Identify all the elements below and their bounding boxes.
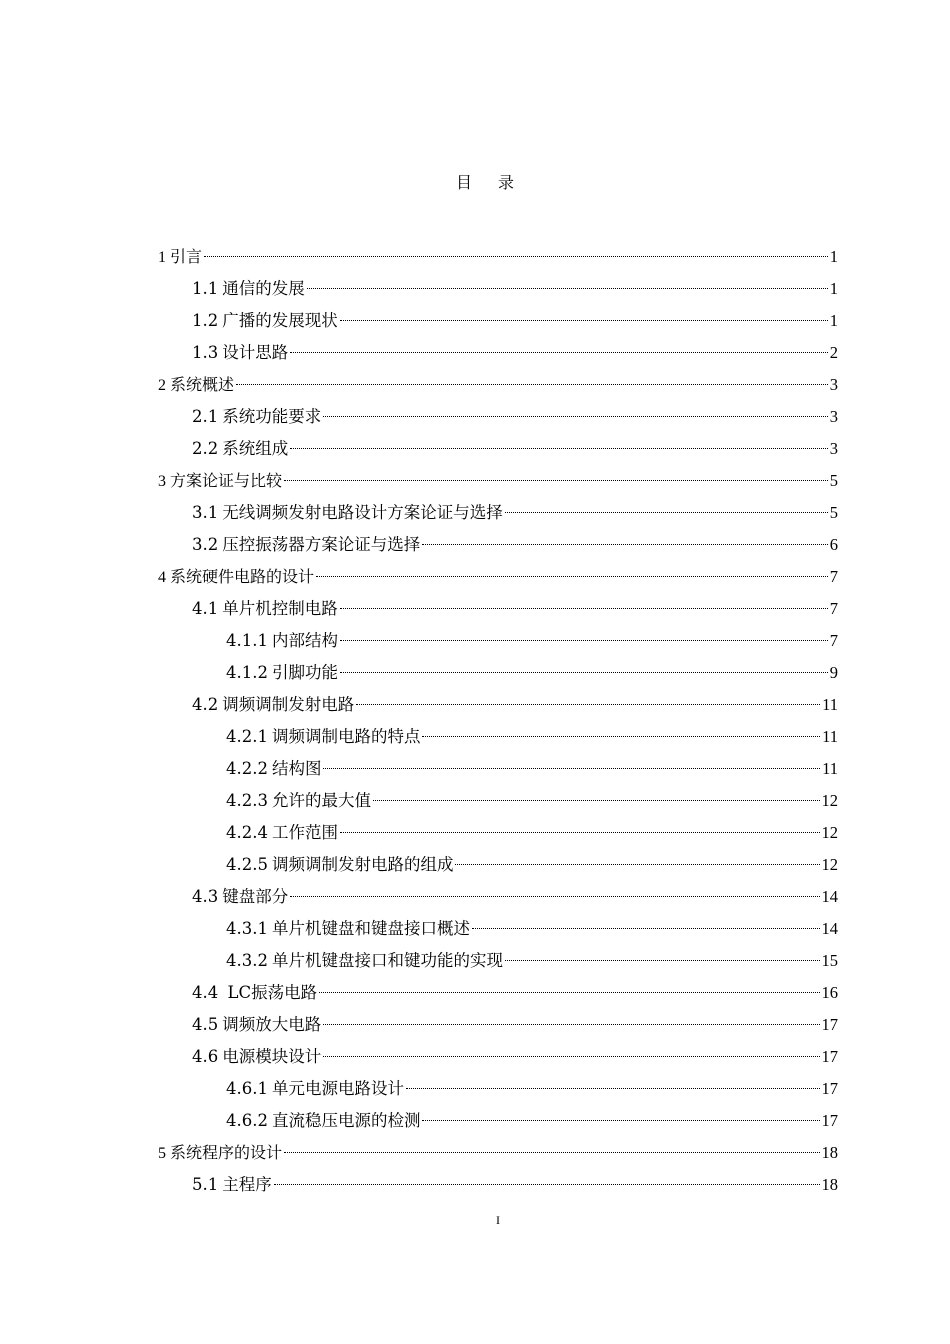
toc-entry-page: 14 bbox=[821, 919, 838, 938]
toc-entry-title: 工作范围 bbox=[271, 823, 338, 842]
toc-entry-title: 单片机键盘接口和键功能的实现 bbox=[271, 951, 503, 970]
toc-entry-label bbox=[226, 817, 338, 849]
toc-entry-title: 广播的发展现状 bbox=[222, 311, 338, 330]
toc-entry[interactable] bbox=[158, 305, 838, 337]
toc-entry-label bbox=[192, 689, 354, 721]
toc-entry-number: 3.1 bbox=[192, 503, 219, 522]
toc-entry-title: 调频调制发射电路的组成 bbox=[271, 855, 454, 874]
toc-entry-label bbox=[192, 305, 338, 337]
toc-dot-leader bbox=[340, 320, 828, 321]
toc-entry-page: 18 bbox=[821, 1175, 838, 1194]
toc-entry[interactable] bbox=[158, 1009, 838, 1041]
toc-entry-page: 5 bbox=[829, 471, 838, 490]
toc-entry-number: 4.2.2 bbox=[226, 759, 268, 778]
toc-dot-leader bbox=[422, 544, 828, 545]
toc-dot-leader bbox=[284, 1152, 819, 1153]
toc-entry[interactable] bbox=[158, 433, 838, 465]
toc-entry-title: 调频调制电路的特点 bbox=[271, 727, 421, 746]
toc-entry-title: 系统程序的设计 bbox=[170, 1143, 283, 1162]
toc-entry-number: 4.1 bbox=[192, 599, 219, 618]
toc-entry[interactable] bbox=[158, 753, 838, 785]
toc-entry-title: 系统概述 bbox=[170, 375, 235, 394]
toc-entry-number: 4.1.2 bbox=[226, 663, 268, 682]
toc-entry-title: 通信的发展 bbox=[222, 279, 305, 298]
toc-entry-label bbox=[192, 529, 420, 561]
toc-entry[interactable] bbox=[158, 817, 838, 849]
table-of-contents bbox=[158, 241, 838, 1201]
toc-entry-number: 3 bbox=[158, 473, 166, 490]
toc-entry-number: 1.3 bbox=[192, 343, 219, 362]
toc-entry-page: 1 bbox=[829, 311, 838, 330]
toc-entry-number: 4.6 bbox=[192, 1047, 219, 1066]
toc-dot-leader bbox=[323, 768, 820, 769]
toc-dot-leader bbox=[274, 1184, 820, 1185]
toc-dot-leader bbox=[323, 1024, 819, 1025]
toc-entry-page: 3 bbox=[829, 439, 838, 458]
toc-entry-label bbox=[192, 401, 321, 433]
toc-entry-label bbox=[226, 625, 338, 657]
toc-entry-label bbox=[226, 785, 371, 817]
toc-entry-label bbox=[192, 1169, 272, 1201]
toc-entry-number: 4.6.2 bbox=[226, 1111, 268, 1130]
toc-dot-leader bbox=[505, 960, 820, 961]
toc-entry-page: 7 bbox=[829, 567, 838, 586]
toc-entry[interactable] bbox=[158, 593, 838, 625]
toc-dot-leader bbox=[323, 416, 828, 417]
toc-entry[interactable] bbox=[158, 497, 838, 529]
toc-dot-leader bbox=[284, 480, 828, 481]
toc-dot-leader bbox=[455, 864, 819, 865]
toc-entry-number: 2.2 bbox=[192, 439, 219, 458]
toc-entry-page: 3 bbox=[829, 375, 838, 394]
toc-dot-leader bbox=[323, 1056, 819, 1057]
toc-entry-title: 电源模块设计 bbox=[222, 1047, 322, 1066]
toc-entry-title: 引言 bbox=[170, 247, 203, 266]
toc-entry-number: 2.1 bbox=[192, 407, 219, 426]
toc-entry-page: 17 bbox=[821, 1111, 838, 1130]
toc-dot-leader bbox=[290, 448, 828, 449]
toc-dot-leader bbox=[307, 288, 828, 289]
toc-entry-page: 6 bbox=[829, 535, 838, 554]
toc-entry-label bbox=[158, 1137, 282, 1170]
toc-entry[interactable] bbox=[158, 689, 838, 721]
toc-dot-leader bbox=[472, 928, 820, 929]
toc-entry-title: 调频放大电路 bbox=[222, 1015, 322, 1034]
toc-entry[interactable] bbox=[158, 881, 838, 913]
toc-entry-page: 12 bbox=[821, 823, 838, 842]
toc-dot-leader bbox=[316, 576, 828, 577]
toc-entry-number: 4.2 bbox=[192, 695, 219, 714]
toc-entry-number: 1.2 bbox=[192, 311, 219, 330]
toc-dot-leader bbox=[290, 352, 828, 353]
toc-entry-title: 直流稳压电源的检测 bbox=[271, 1111, 421, 1130]
toc-entry-label bbox=[158, 465, 282, 498]
toc-entry-page: 17 bbox=[821, 1015, 838, 1034]
toc-entry[interactable] bbox=[158, 785, 838, 817]
toc-entry-page: 14 bbox=[821, 887, 838, 906]
toc-entry[interactable] bbox=[158, 1073, 838, 1105]
toc-entry-label bbox=[192, 593, 338, 625]
toc-dot-leader bbox=[290, 896, 819, 897]
toc-entry-label bbox=[226, 849, 453, 881]
toc-entry-number: 3.2 bbox=[192, 535, 219, 554]
toc-entry-page: 9 bbox=[829, 663, 838, 682]
toc-entry-number: 1.1 bbox=[192, 279, 219, 298]
toc-entry-page: 2 bbox=[829, 343, 838, 362]
toc-entry-label bbox=[226, 913, 470, 945]
toc-dot-leader bbox=[406, 1088, 820, 1089]
toc-entry-title: 主程序 bbox=[222, 1175, 272, 1194]
toc-entry[interactable] bbox=[158, 1169, 838, 1201]
toc-entry-number: 4.5 bbox=[192, 1015, 219, 1034]
page-title: 目录 bbox=[455, 173, 540, 192]
toc-entry-title: 方案论证与比较 bbox=[170, 471, 283, 490]
toc-entry-title: 单片机键盘和键盘接口概述 bbox=[271, 919, 470, 938]
toc-entry-title: 结构图 bbox=[271, 759, 322, 778]
toc-entry-page: 15 bbox=[821, 951, 838, 970]
toc-entry-title: 引脚功能 bbox=[271, 663, 338, 682]
toc-entry-number: 4.3.1 bbox=[226, 919, 268, 938]
toc-dot-leader bbox=[422, 1120, 819, 1121]
toc-entry-number: 5 bbox=[158, 1145, 166, 1162]
toc-entry[interactable] bbox=[158, 273, 838, 305]
toc-entry-label bbox=[192, 1009, 321, 1041]
toc-dot-leader bbox=[319, 992, 819, 993]
toc-entry-label bbox=[226, 945, 503, 977]
toc-dot-leader bbox=[340, 832, 820, 833]
toc-entry-number: 4.3.2 bbox=[226, 951, 268, 970]
toc-entry-number: 4.3 bbox=[192, 887, 219, 906]
toc-entry-title: 无线调频发射电路设计方案论证与选择 bbox=[222, 503, 503, 522]
toc-entry-label bbox=[192, 433, 288, 465]
toc-entry-label bbox=[192, 881, 288, 913]
toc-dot-leader bbox=[236, 384, 828, 385]
toc-entry-title: 设计思路 bbox=[222, 343, 289, 362]
toc-entry-label bbox=[158, 369, 234, 402]
toc-entry-title: 允许的最大值 bbox=[271, 791, 371, 810]
toc-entry[interactable] bbox=[158, 337, 838, 369]
toc-entry-page: 16 bbox=[821, 983, 838, 1002]
toc-dot-leader bbox=[422, 736, 820, 737]
toc-entry-page: 5 bbox=[829, 503, 838, 522]
toc-entry[interactable] bbox=[158, 849, 838, 881]
toc-entry-number: 2 bbox=[158, 377, 166, 394]
toc-entry-label bbox=[226, 1105, 420, 1137]
toc-entry-page: 3 bbox=[829, 407, 838, 426]
toc-entry-number: 1 bbox=[158, 249, 166, 266]
toc-entry-number: 4.6.1 bbox=[226, 1079, 268, 1098]
toc-entry-title: 系统组成 bbox=[222, 439, 289, 458]
toc-entry[interactable] bbox=[158, 657, 838, 689]
toc-entry-label bbox=[192, 337, 288, 369]
toc-dot-leader bbox=[356, 704, 820, 705]
toc-dot-leader bbox=[340, 608, 828, 609]
toc-entry-page: 18 bbox=[821, 1143, 838, 1162]
toc-entry-label bbox=[192, 497, 503, 529]
toc-dot-leader bbox=[340, 672, 828, 673]
toc-dot-leader bbox=[505, 512, 828, 513]
toc-entry-page: 1 bbox=[829, 247, 838, 266]
toc-entry-title: 单元电源电路设计 bbox=[271, 1079, 404, 1098]
toc-entry-number: 4.2.5 bbox=[226, 855, 268, 874]
toc-entry-label bbox=[158, 561, 314, 594]
toc-entry-number: 5.1 bbox=[192, 1175, 219, 1194]
toc-entry-label bbox=[226, 657, 338, 689]
toc-entry-page: 11 bbox=[822, 759, 838, 778]
toc-dot-leader bbox=[340, 640, 828, 641]
toc-entry[interactable] bbox=[158, 625, 838, 657]
toc-entry-title: 系统硬件电路的设计 bbox=[170, 567, 315, 586]
toc-entry-number: 4 bbox=[158, 569, 166, 586]
toc-entry-number: 4.2.4 bbox=[226, 823, 268, 842]
toc-entry-title: 键盘部分 bbox=[222, 887, 289, 906]
page-footer-number: I bbox=[496, 1213, 500, 1227]
toc-entry-label bbox=[226, 1073, 404, 1105]
toc-entry-title: 压控振荡器方案论证与选择 bbox=[222, 535, 421, 554]
toc-entry-title: LC振荡电路 bbox=[222, 983, 318, 1002]
toc-entry-page: 11 bbox=[822, 695, 838, 714]
toc-entry-label bbox=[192, 977, 317, 1009]
toc-entry-page: 12 bbox=[821, 855, 838, 874]
toc-entry[interactable] bbox=[158, 913, 838, 945]
toc-entry[interactable] bbox=[158, 721, 838, 753]
toc-entry[interactable] bbox=[158, 529, 838, 561]
toc-entry-title: 系统功能要求 bbox=[222, 407, 322, 426]
toc-entry[interactable] bbox=[158, 945, 838, 977]
toc-entry-label bbox=[226, 721, 420, 753]
toc-dot-leader bbox=[204, 256, 828, 257]
toc-entry-page: 17 bbox=[821, 1079, 838, 1098]
toc-entry[interactable] bbox=[158, 1137, 838, 1169]
toc-entry-label bbox=[158, 241, 202, 274]
toc-entry[interactable] bbox=[158, 401, 838, 433]
toc-entry[interactable] bbox=[158, 369, 838, 401]
toc-entry-page: 7 bbox=[829, 631, 838, 650]
toc-entry[interactable] bbox=[158, 561, 838, 593]
toc-dot-leader bbox=[373, 800, 820, 801]
toc-entry-title: 内部结构 bbox=[271, 631, 338, 650]
toc-entry[interactable] bbox=[158, 1041, 838, 1073]
toc-entry-page: 11 bbox=[822, 727, 838, 746]
toc-entry-number: 4.2.3 bbox=[226, 791, 268, 810]
toc-entry[interactable] bbox=[158, 977, 838, 1009]
toc-entry-page: 1 bbox=[829, 279, 838, 298]
toc-entry-page: 12 bbox=[821, 791, 838, 810]
toc-entry-label bbox=[192, 273, 305, 305]
toc-entry-number: 4.4 bbox=[192, 983, 219, 1002]
toc-entry-label bbox=[226, 753, 321, 785]
toc-entry-label bbox=[192, 1041, 321, 1073]
toc-entry-page: 7 bbox=[829, 599, 838, 618]
toc-entry-title: 单片机控制电路 bbox=[222, 599, 338, 618]
toc-entry[interactable] bbox=[158, 465, 838, 497]
toc-entry[interactable] bbox=[158, 1105, 838, 1137]
toc-entry[interactable] bbox=[158, 241, 838, 273]
toc-entry-page: 17 bbox=[821, 1047, 838, 1066]
toc-entry-title: 调频调制发射电路 bbox=[222, 695, 355, 714]
toc-entry-number: 4.1.1 bbox=[226, 631, 268, 650]
toc-entry-number: 4.2.1 bbox=[226, 727, 268, 746]
